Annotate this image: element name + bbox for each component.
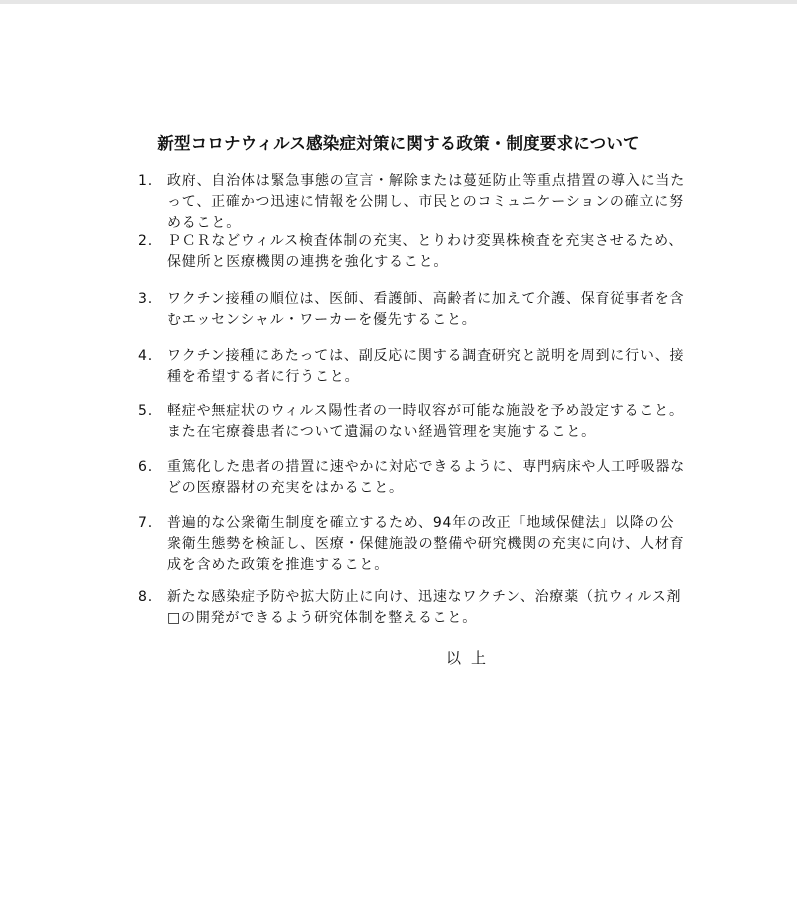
item-number: 7. bbox=[138, 515, 153, 531]
list-item bbox=[138, 401, 686, 443]
item-text: ＰＣＲなどウィルス検査体制の充実、とりわけ変異株検査を充実させるため、保健所と医療機関の連携を強化すること。 bbox=[167, 233, 684, 270]
item-number: 2. bbox=[138, 233, 153, 249]
closing-text: 以上 bbox=[446, 649, 497, 667]
item-text: 政府、自治体は緊急事態の宣言・解除または蔓延防止等重点措置の導入に当たって、正確かつ迅速に情報を公開し、市民とのコミュニケーションの確立に努めること。 bbox=[167, 173, 685, 231]
item-number: 5. bbox=[138, 403, 153, 419]
item-number: 1. bbox=[138, 173, 153, 189]
item-number: 6. bbox=[138, 459, 153, 475]
item-text: ワクチン接種の順位は、医師、看護師、高齢者に加えて介護、保育従事者を含むエッセンシャル・ワーカーを優先すること。 bbox=[167, 291, 685, 328]
item-text: 新たな感染症予防や拡大防止に向け、迅速なワクチン、治療薬（抗ウィルス剤□の開発ができるよう研究体制を整えること。 bbox=[167, 589, 682, 626]
document-title: 新型コロナウィルス感染症対策に関する政策・制度要求について bbox=[157, 134, 640, 153]
list-item bbox=[138, 231, 686, 273]
item-text: 重篤化した患者の措置に速やかに対応できるように、専門病床や人工呼吸器などの医療器材の充実をはかること。 bbox=[167, 459, 685, 496]
item-text: ワクチン接種にあたっては、副反応に関する調査研究と説明を周到に行い、接種を希望する者に行うこと。 bbox=[167, 348, 685, 385]
list-item bbox=[138, 457, 686, 499]
list-item bbox=[138, 346, 686, 388]
item-number: 3. bbox=[138, 291, 153, 307]
list-item bbox=[138, 289, 686, 331]
item-text: 軽症や無症状のウィルス陽性者の一時収容が可能な施設を予め設定すること。また在宅療養患者について遺漏のない経過管理を実施すること。 bbox=[167, 403, 684, 440]
list-item bbox=[138, 587, 686, 629]
list-item bbox=[138, 513, 686, 576]
list-item bbox=[138, 171, 686, 234]
item-number: 8. bbox=[138, 589, 153, 605]
item-text: 普遍的な公衆衛生制度を確立するため、94年の改正「地域保健法」以降の公衆衛生態勢を検証し、医療・保健施設の整備や研究機関の充実に向け、人材育成を含めた政策を推進すること。 bbox=[167, 515, 685, 573]
item-number: 4. bbox=[138, 348, 153, 364]
